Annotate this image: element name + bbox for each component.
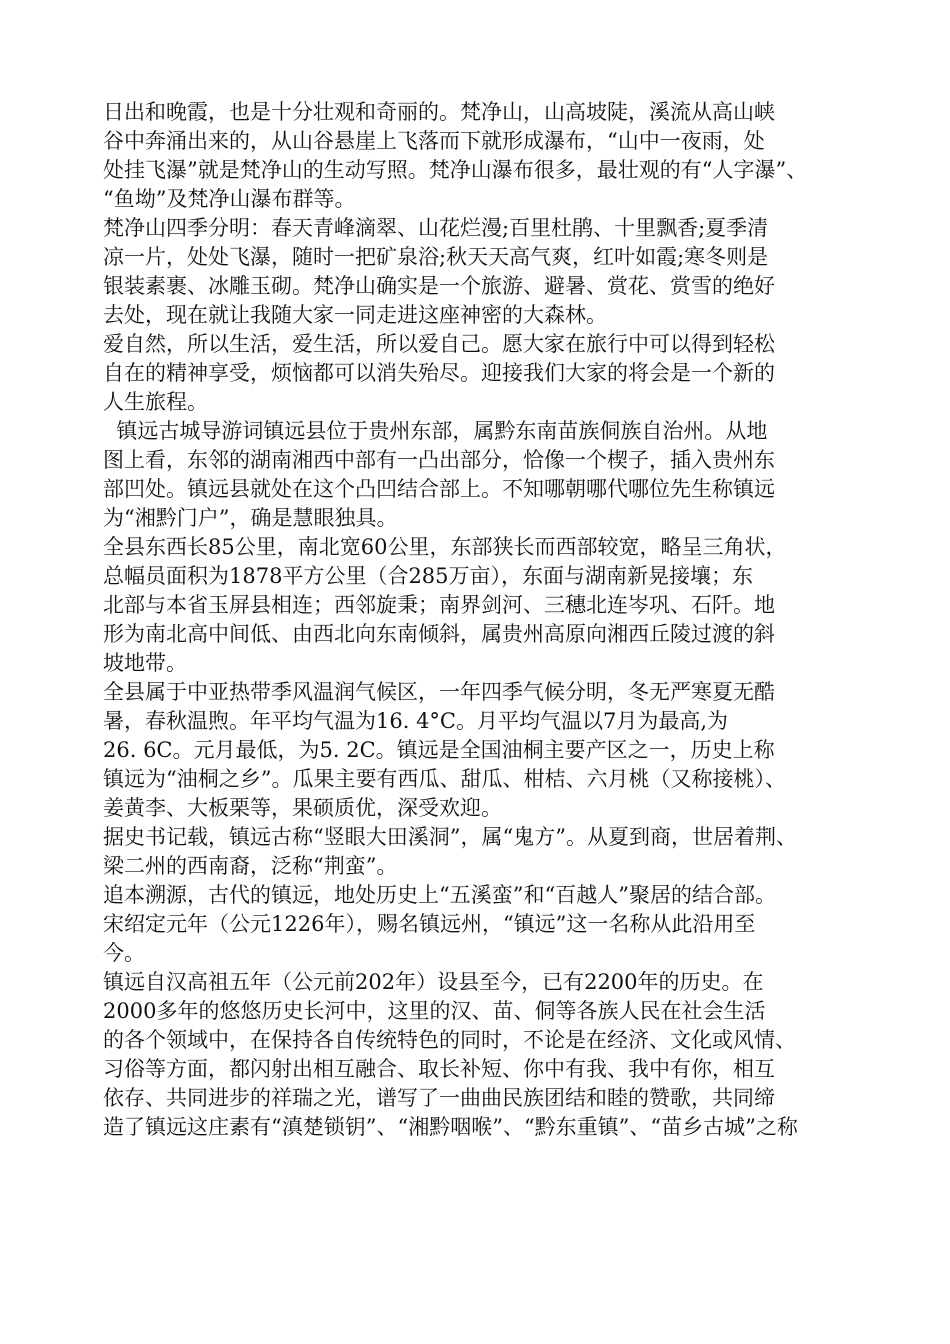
- text-line: 形为南北高中间低、由西北向东南倾斜，属贵州高原向湘西丘陵过渡的斜: [103, 622, 775, 646]
- text-line: 宋绍定元年（公元1226年），赐名镇远州，“镇远”这一名称从此沿用至: [103, 912, 756, 936]
- document-body: [103, 98, 883, 1142]
- text-line: 梵净山四季分明：春天青峰滴翠、山花烂漫;百里杜鹃、十里飘香;夏季清: [103, 216, 769, 240]
- text-line: 自在的精神享受，烦恼都可以消失殆尽。迎接我们大家的将会是一个新的: [103, 361, 775, 385]
- text-line: 总幅员面积为1878平方公里（合285万亩），东面与湖南新晃接壤；东: [103, 564, 754, 588]
- text-line: 全县属于中亚热带季风温润气候区，一年四季气候分明，冬无严寒夏无酷: [103, 680, 775, 704]
- text-line: 梁二州的西南裔，泛称“荆蛮”。: [103, 854, 398, 878]
- text-line: 谷中奔涌出来的，从山谷悬崖上飞落而下就形成瀑布，“山中一夜雨，处: [103, 129, 765, 153]
- text-line: 26. 6C。元月最低，为5. 2C。镇远是全国油桐主要产区之一，历史上称: [103, 738, 775, 762]
- text-line: 暑，春秋温煦。年平均气温为16. 4°C。月平均气温以7月为最高,为: [103, 709, 729, 733]
- text-line: 去处，现在就让我随大家一同走进这座神密的大森林。: [103, 303, 607, 327]
- text-line: 据史书记载，镇远古称“竖眼大田溪洞”，属“鬼方”。从夏到商，世居着荆、: [103, 825, 797, 849]
- text-line: 造了镇远这庄素有“滇楚锁钥”、“湘黔咽喉”、“黔东重镇”、“苗乡古城”之称: [103, 1115, 798, 1139]
- text-line: 镇远古城导游词镇远县位于贵州东部，属黔东南苗族侗族自治州。从地: [103, 419, 768, 443]
- text-line: 爱自然，所以生活，爱生活，所以爱自己。愿大家在旅行中可以得到轻松: [103, 332, 775, 356]
- text-line: 图上看，东邻的湖南湘西中部有一凸出部分，恰像一个楔子，插入贵州东: [103, 448, 775, 472]
- text-line: 依存、共同进步的祥瑞之光，谱写了一曲曲民族团结和睦的赞歌，共同缔: [103, 1086, 775, 1110]
- text-line: 全县东西长85公里，南北宽60公里，东部狭长而西部较宽，略呈三角状，: [103, 535, 787, 559]
- text-line: 镇远为“油桐之乡”。瓜果主要有西瓜、甜瓜、柑桔、六月桃（又称接桃）、: [103, 767, 786, 791]
- text-line: 北部与本省玉屏县相连；西邻旋秉；南界剑河、三穗北连岑巩、石阡。地: [103, 593, 775, 617]
- text-line: 日出和晚霞，也是十分壮观和奇丽的。梵净山，山高坡陡，溪流从高山峡: [103, 100, 775, 124]
- text-line: 今。: [103, 941, 145, 965]
- text-line: 姜黄李、大板栗等，果硕质优，深受欢迎。: [103, 796, 502, 820]
- text-line: 银装素裹、冰雕玉砌。梵净山确实是一个旅游、避暑、赏花、赏雪的绝好: [103, 274, 775, 298]
- text-line: 坡地带。: [103, 651, 187, 675]
- text-line: 镇远自汉高祖五年（公元前202年）设县至今，已有2200年的历史。在: [103, 970, 764, 994]
- text-line: 部凹处。镇远县就处在这个凸凹结合部上。不知哪朝哪代哪位先生称镇远: [103, 477, 775, 501]
- text-line: 追本溯源，古代的镇远，地处历史上“五溪蛮”和“百越人”聚居的结合部。: [103, 883, 776, 907]
- text-line: 处挂飞瀑”就是梵净山的生动写照。梵净山瀑布很多，最壮观的有“人字瀑”、: [103, 158, 808, 182]
- text-line: 人生旅程。: [103, 390, 208, 414]
- text-line: 习俗等方面，都闪射出相互融合、取长补短、你中有我、我中有你，相互: [103, 1057, 775, 1081]
- text-line: 凉一片，处处飞瀑，随时一把矿泉浴;秋天天高气爽，红叶如霞;寒冬则是: [103, 245, 769, 269]
- text-line: 2000多年的悠悠历史长河中，这里的汉、苗、侗等各族人民在社会生活: [103, 999, 766, 1023]
- text-line: 为“湘黔门户”，确是慧眼独具。: [103, 506, 398, 530]
- text-line: “鱼坳”及梵净山瀑布群等。: [103, 187, 356, 211]
- text-line: 的各个领域中，在保持各自传统特色的同时，不论是在经济、文化或风情、: [103, 1028, 796, 1052]
